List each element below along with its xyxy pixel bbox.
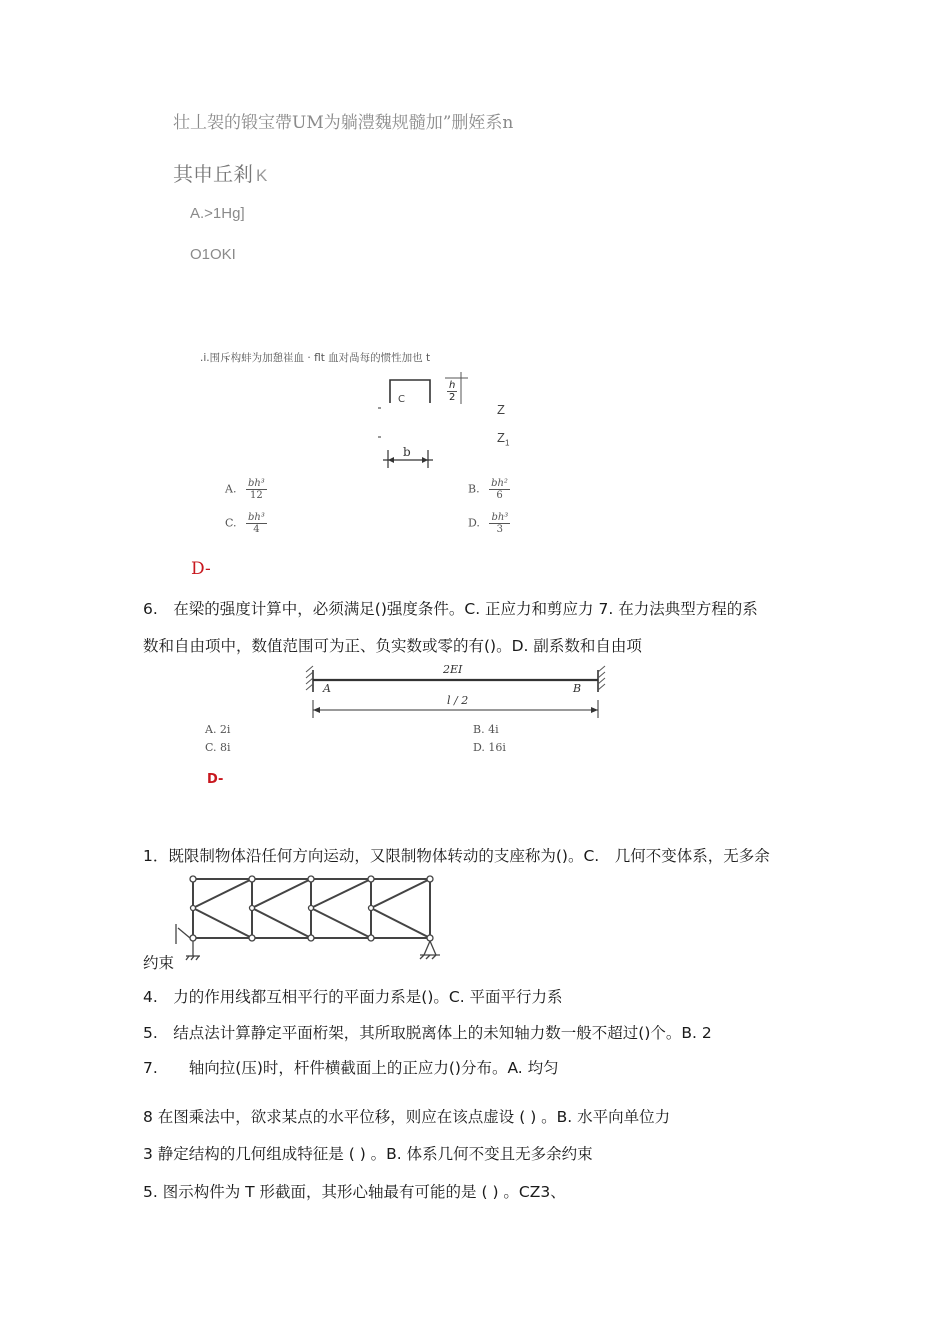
header-line-2-suffix: K [256, 166, 268, 185]
figure2-point-b: B [573, 682, 582, 695]
figure1-z-label: Z [497, 402, 505, 417]
option-den: 4 [253, 524, 260, 535]
question-8: 8 在图乘法中，欲求某点的水平位移，则应在该点虚设 ( ) 。B. 水平向单位力 [143, 1108, 671, 1126]
figure2-point-a: A [323, 682, 331, 695]
q1-line-1: 1．既限制物体沿任何方向运动，又限制物体转动的支座称为()。C. 几何不变体系，无多余 [143, 847, 770, 865]
header-line-1: 壮丄袈的锻宝帶UM为躺澧魏规髓加”删姪系n [173, 113, 514, 133]
option-den: 6 [496, 490, 503, 501]
z1-main: Z [497, 430, 505, 445]
option-num: bh³ [247, 478, 265, 489]
option-den: 12 [250, 490, 263, 501]
option-letter: A. [225, 482, 237, 496]
h2-num: h [449, 380, 456, 391]
figure1-b-label: b [403, 445, 411, 459]
q6-line-2: 数和自由项中，数值范围可为正、负实数或零的有()。D. 副系数和自由项 [143, 637, 642, 655]
question-4: 4. 力的作用线都互相平行的平面力系是()。C. 平面平行力系 [143, 988, 563, 1006]
figure2-answer: D- [207, 772, 224, 787]
header-line-2-text: 其申丘剎 [173, 162, 253, 186]
option-num: bh³ [491, 512, 509, 523]
option-letter: C. [225, 516, 237, 530]
q1-line-2: 约束 [143, 954, 175, 972]
header-line-3: A.>1Hg] [190, 205, 245, 222]
option-num: bh³ [248, 512, 265, 523]
figure2-option-a: A. 2i [205, 723, 231, 736]
figure2-option-d: D. 16i [473, 741, 506, 754]
question-7: 7. 轴向拉(压)时，杆件横截面上的正应力()分布。A. 均匀 [143, 1059, 559, 1077]
figure2-option-c: C. 8i [205, 741, 231, 754]
figure2-stiffness-label: 2EI [443, 663, 463, 676]
q6-line-1: 6. 在梁的强度计算中，必须满足()强度条件。C. 正应力和剪应力 7. 在力法典型方程的系 [143, 600, 758, 618]
figure1-caption: .i.围斥构蚌为加憩崔血 · flt 血对咼每的惯性加也 t [200, 352, 431, 364]
z1-sub: 1 [504, 438, 510, 448]
header-line-4: O1OKI [190, 246, 236, 263]
figure2-length: l / 2 [447, 694, 469, 707]
h2-den: 2 [448, 392, 456, 403]
option-den: 3 [496, 524, 504, 535]
figure2-option-b: B. 4i [473, 723, 499, 736]
option-num: bh² [491, 478, 508, 489]
figure1-centroid-label: C [398, 394, 405, 405]
option-letter: B. [468, 482, 480, 496]
figure1-answer: D- [191, 559, 211, 579]
option-letter: D. [468, 516, 480, 530]
question-5b: 5. 图示构件为 T 形截面，其形心轴最有可能的是 ( ) 。CZ3、 [143, 1183, 566, 1201]
question-3: 3 静定结构的几何组成特征是 ( ) 。B. 体系几何不变且无多余约束 [143, 1145, 593, 1163]
question-5: 5. 结点法计算静定平面桁架，其所取脱离体上的未知轴力数一般不超过()个。B. 2 [143, 1024, 712, 1042]
